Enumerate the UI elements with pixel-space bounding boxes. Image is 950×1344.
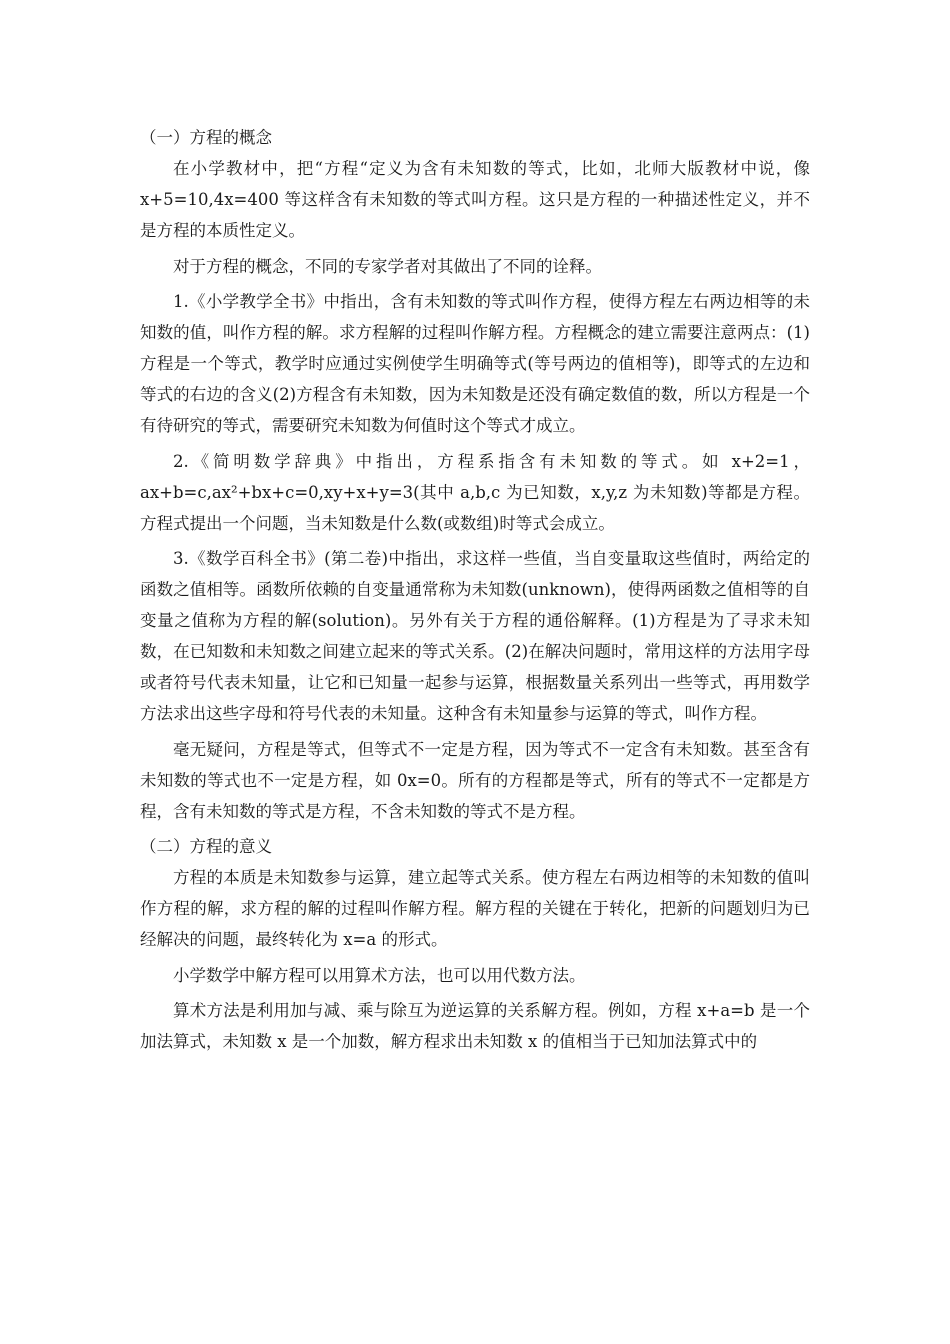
paragraph: 毫无疑问，方程是等式，但等式不一定是方程，因为等式不一定含有未知数。甚至含有未知数的等式也不一定是方程，如 0x=0。所有的方程都是等式，所有的等式不一定都是方程，含有未知数的等式是方程，不含未知数的等式不是方程。 xyxy=(140,739,810,821)
paragraph: 3.《数学百科全书》(第二卷)中指出，求这样一些值，当自变量取这些值时，两给定的函数之值相等。函数所依赖的自变量通常称为未知数(unknown)，使得两函数之值相等的自变量之值称为方程的解(solution)。另外有关于方程的通俗解释。(1)方程是为了寻求未知数，在已知数和未知数之间建立起来的等式关系。(2)在解决问题时，常用这样的方法用字母或者符号代表未知量，让它和已知量一起参与运算，根据数量关系列出一些等式，再用数学方法求出这些字母和符号代表的未知量。这种含有未知量参与运算的等式，叫作方程。 xyxy=(140,549,810,723)
section-heading-concept: （一）方程的概念 xyxy=(140,128,272,147)
paragraph: 小学数学中解方程可以用算术方法，也可以用代数方法。 xyxy=(173,965,586,985)
document-body xyxy=(140,122,810,1062)
paragraph: 对于方程的概念，不同的专家学者对其做出了不同的诠释。 xyxy=(173,256,602,276)
paragraph: 方程的本质是未知数参与运算，建立起等式关系。使方程左右两边相等的未知数的值叫作方程的解，求方程的解的过程叫作解方程。解方程的关键在于转化，把新的问题划归为已经解决的问题，最终转化为 x=a 的形式。 xyxy=(140,868,810,949)
paragraph: 在小学教材中，把“方程“定义为含有未知数的等式，比如，北师大版教材中说，像 x+5=10,4x=400 等这样含有未知数的等式叫方程。这只是方程的一种描述性定义，并不是方程的本质性定义。 xyxy=(140,159,810,240)
paragraph: 2.《简明数学辞典》中指出，方程系指含有未知数的等式。如 x+2=1，ax+b=c,ax²+bx+c=0,xy+x+y=3(其中 a,b,c 为已知数，x,y,z 为未知数)等都是方程。方程式提出一个问题，当未知数是什么数(或数组)时等式会成立。 xyxy=(140,451,810,533)
paragraph: 1.《小学教学全书》中指出，含有未知数的等式叫作方程，使得方程左右两边相等的未知数的值，叫作方程的解。求方程解的过程叫作解方程。方程概念的建立需要注意两点：(1)方程是一个等式，教学时应通过实例使学生明确等式(等号两边的值相等)，即等式的左边和等式的右边的含义(2)方程含有未知数，因为未知数是还没有确定数值的数，所以方程是一个有待研究的等式，需要研究未知数为何值时这个等式才成立。 xyxy=(140,292,810,435)
section-heading-meaning: （二）方程的意义 xyxy=(140,837,272,856)
paragraph: 算术方法是利用加与减、乘与除互为逆运算的关系解方程。例如，方程 x+a=b 是一个加法算式，未知数 x 是一个加数，解方程求出未知数 x 的值相当于已知加法算式中的 xyxy=(140,1001,810,1051)
